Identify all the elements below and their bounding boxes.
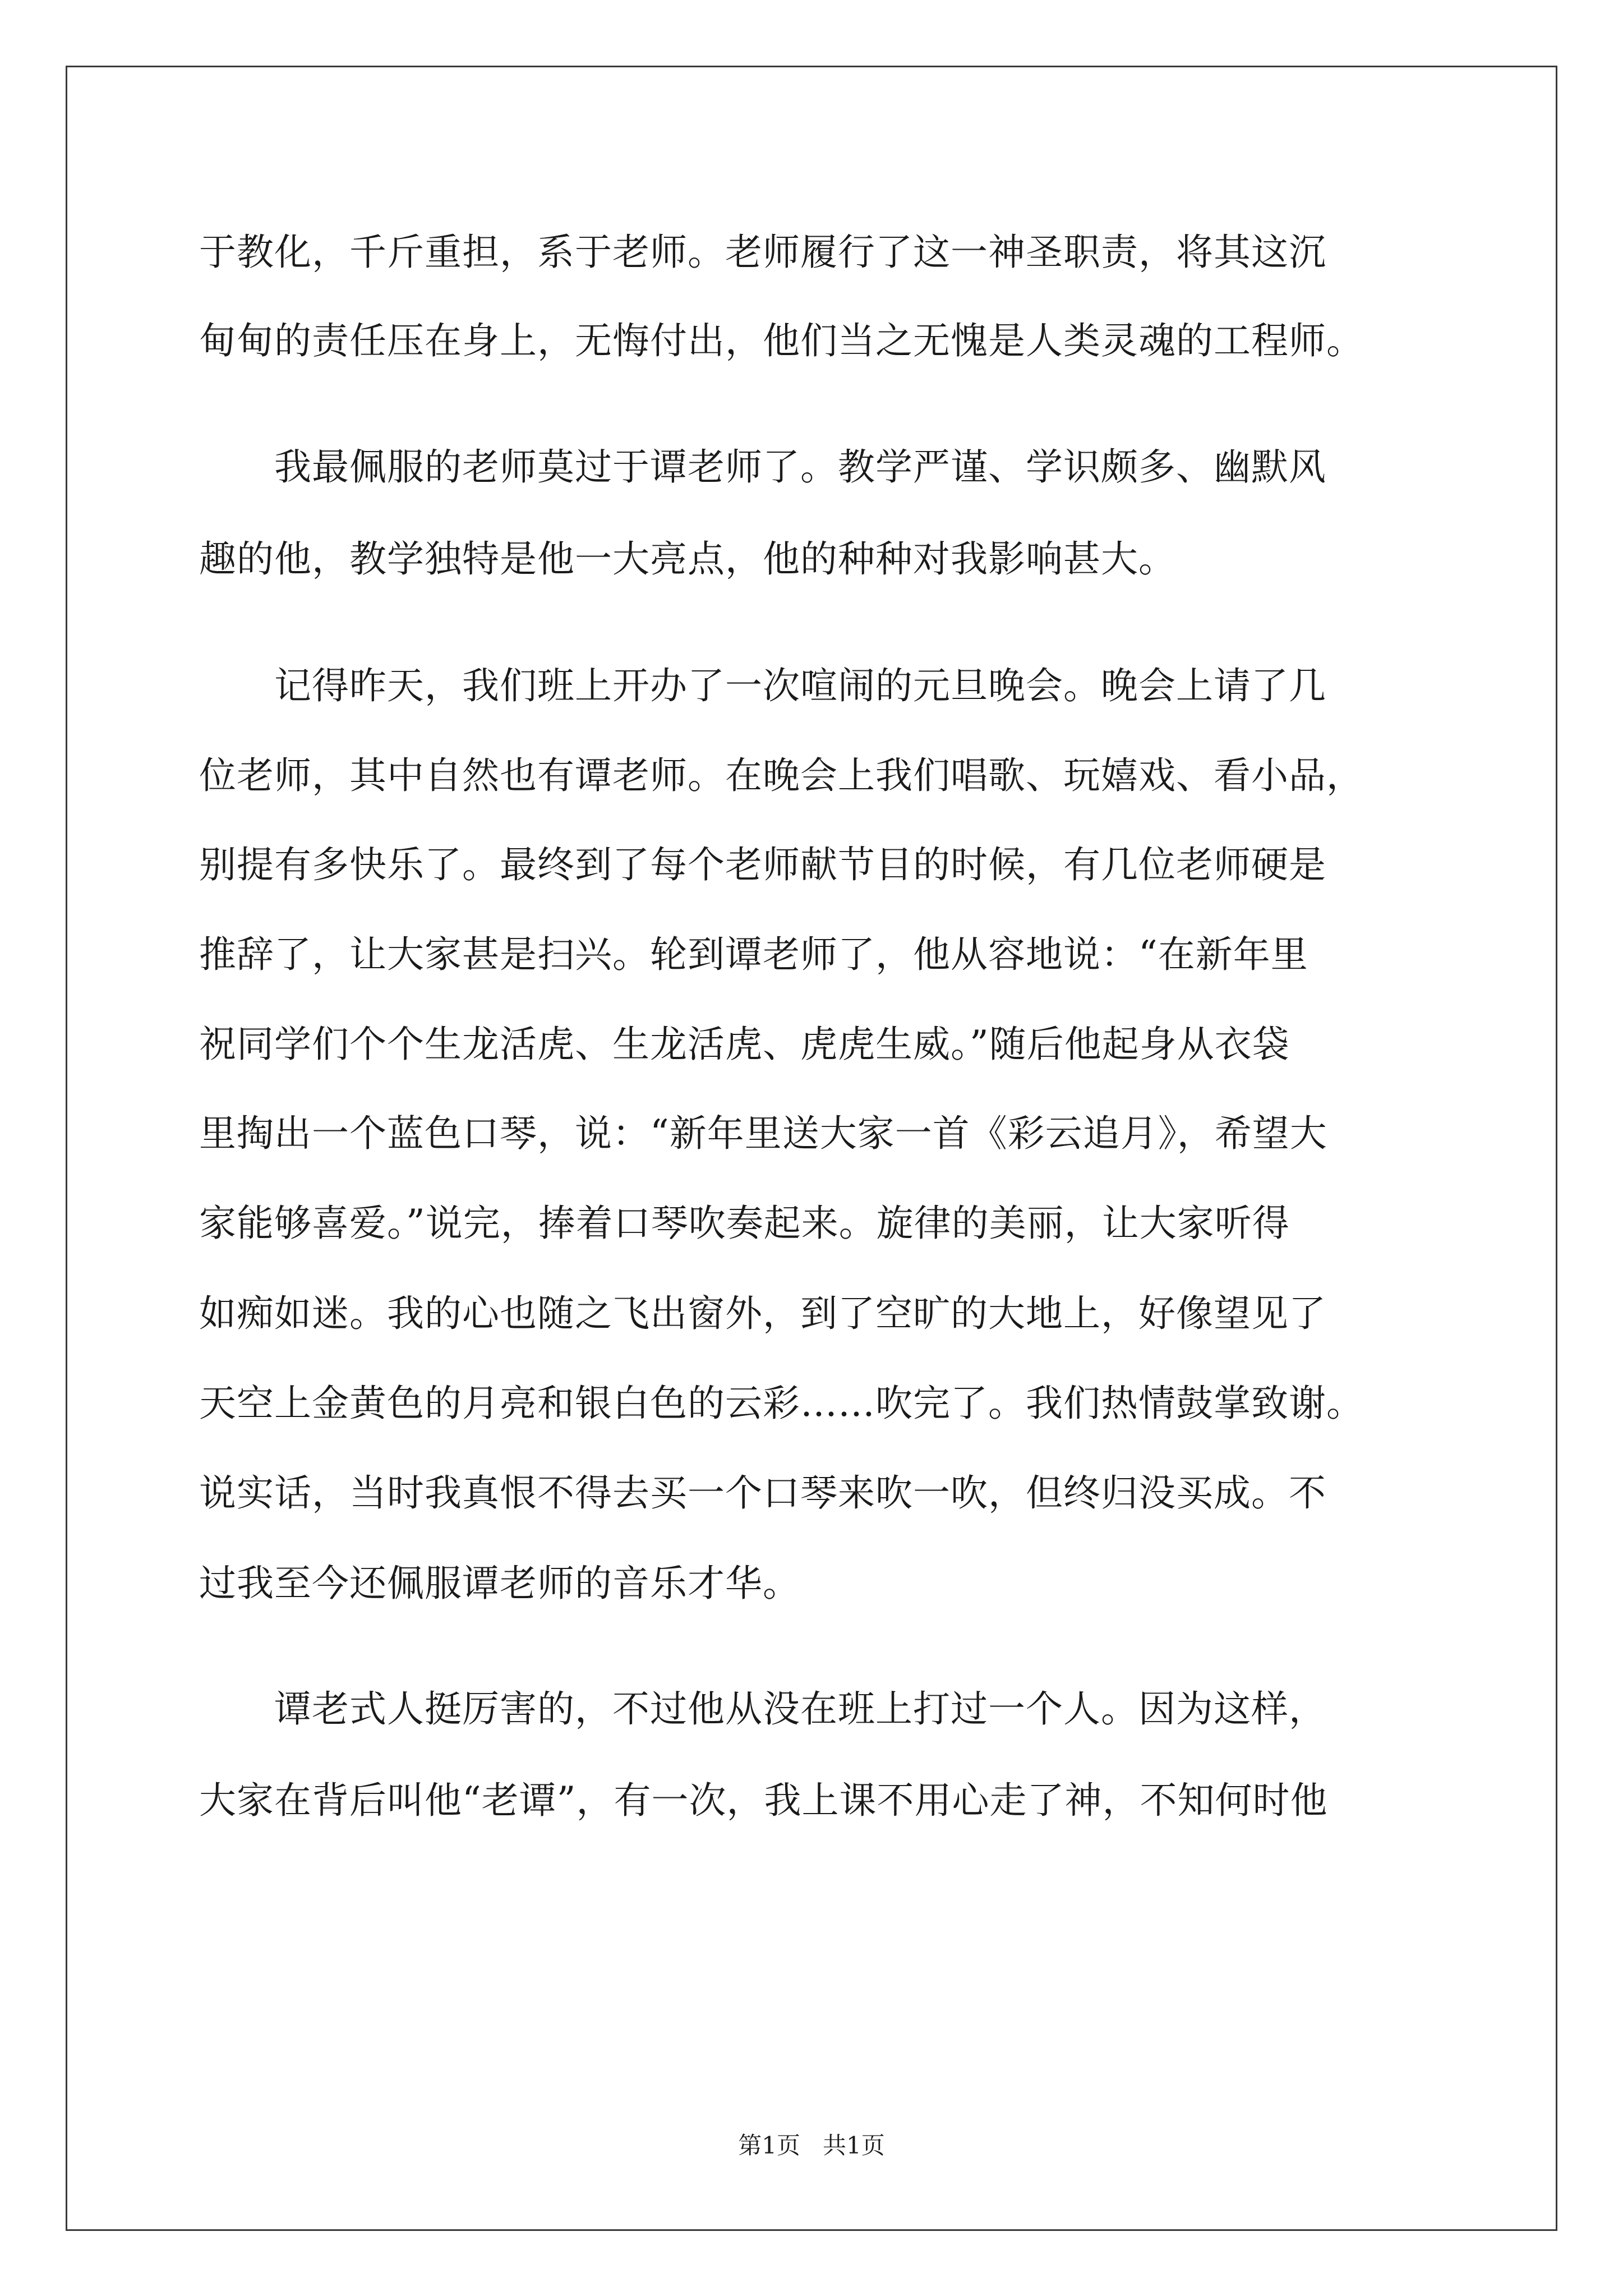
body-line-16: 谭老式人挺厉害的，不过他从没在班上打过一个人。因为这样， <box>199 1687 1326 1731</box>
page-number: 第1页 <box>738 2132 800 2159</box>
body-line-10: 里掏出一个蓝色口琴，说：“新年里送大家一首《彩云追月》，希望大 <box>199 1112 1327 1155</box>
page-count: 共1页 <box>823 2132 885 2159</box>
body-line-17: 大家在背后叫他“老谭”，有一次，我上课不用心走了神，不知何时他 <box>199 1779 1328 1822</box>
body-line-1: 于教化，千斤重担，系于老师。老师履行了这一神圣职责，将其这沉 <box>199 231 1326 274</box>
body-line-7: 别提有多快乐了。最终到了每个老师献节目的时候，有几位老师硬是 <box>199 843 1326 886</box>
body-line-6: 位老师，其中自然也有谭老师。在晚会上我们唱歌、玩嬉戏、看小品， <box>199 754 1364 797</box>
body-line-9: 祝同学们个个生龙活虎、生龙活虎、虎虎生威。”随后他起身从衣袋 <box>199 1023 1290 1066</box>
body-line-12: 如痴如迷。我的心也随之飞出窗外，到了空旷的大地上，好像望见了 <box>199 1292 1326 1335</box>
page-footer <box>0 2129 1623 2162</box>
body-line-5: 记得昨天，我们班上开办了一次喧闹的元旦晚会。晚会上请了几 <box>199 664 1326 707</box>
body-line-4: 趣的他，教学独特是他一大亮点，他的种种对我影响甚大。 <box>199 537 1176 581</box>
body-line-11: 家能够喜爱。”说完，捧着口琴吹奏起来。旋律的美丽，让大家听得 <box>199 1202 1290 1245</box>
body-line-3: 我最佩服的老师莫过于谭老师了。教学严谨、学识颇多、幽默风 <box>199 445 1326 489</box>
body-line-8: 推辞了，让大家甚是扫兴。轮到谭老师了，他从容地说：“在新年里 <box>199 933 1308 976</box>
body-line-15: 过我至今还佩服谭老师的音乐才华。 <box>199 1562 800 1605</box>
body-line-2: 甸甸的责任压在身上，无悔付出，他们当之无愧是人类灵魂的工程师。 <box>199 319 1364 362</box>
body-line-14: 说实话，当时我真恨不得去买一个口琴来吹一吹，但终归没买成。不 <box>199 1471 1326 1515</box>
body-line-13: 天空上金黄色的月亮和银白色的云彩……吹完了。我们热情鼓掌致谢。 <box>199 1382 1364 1425</box>
